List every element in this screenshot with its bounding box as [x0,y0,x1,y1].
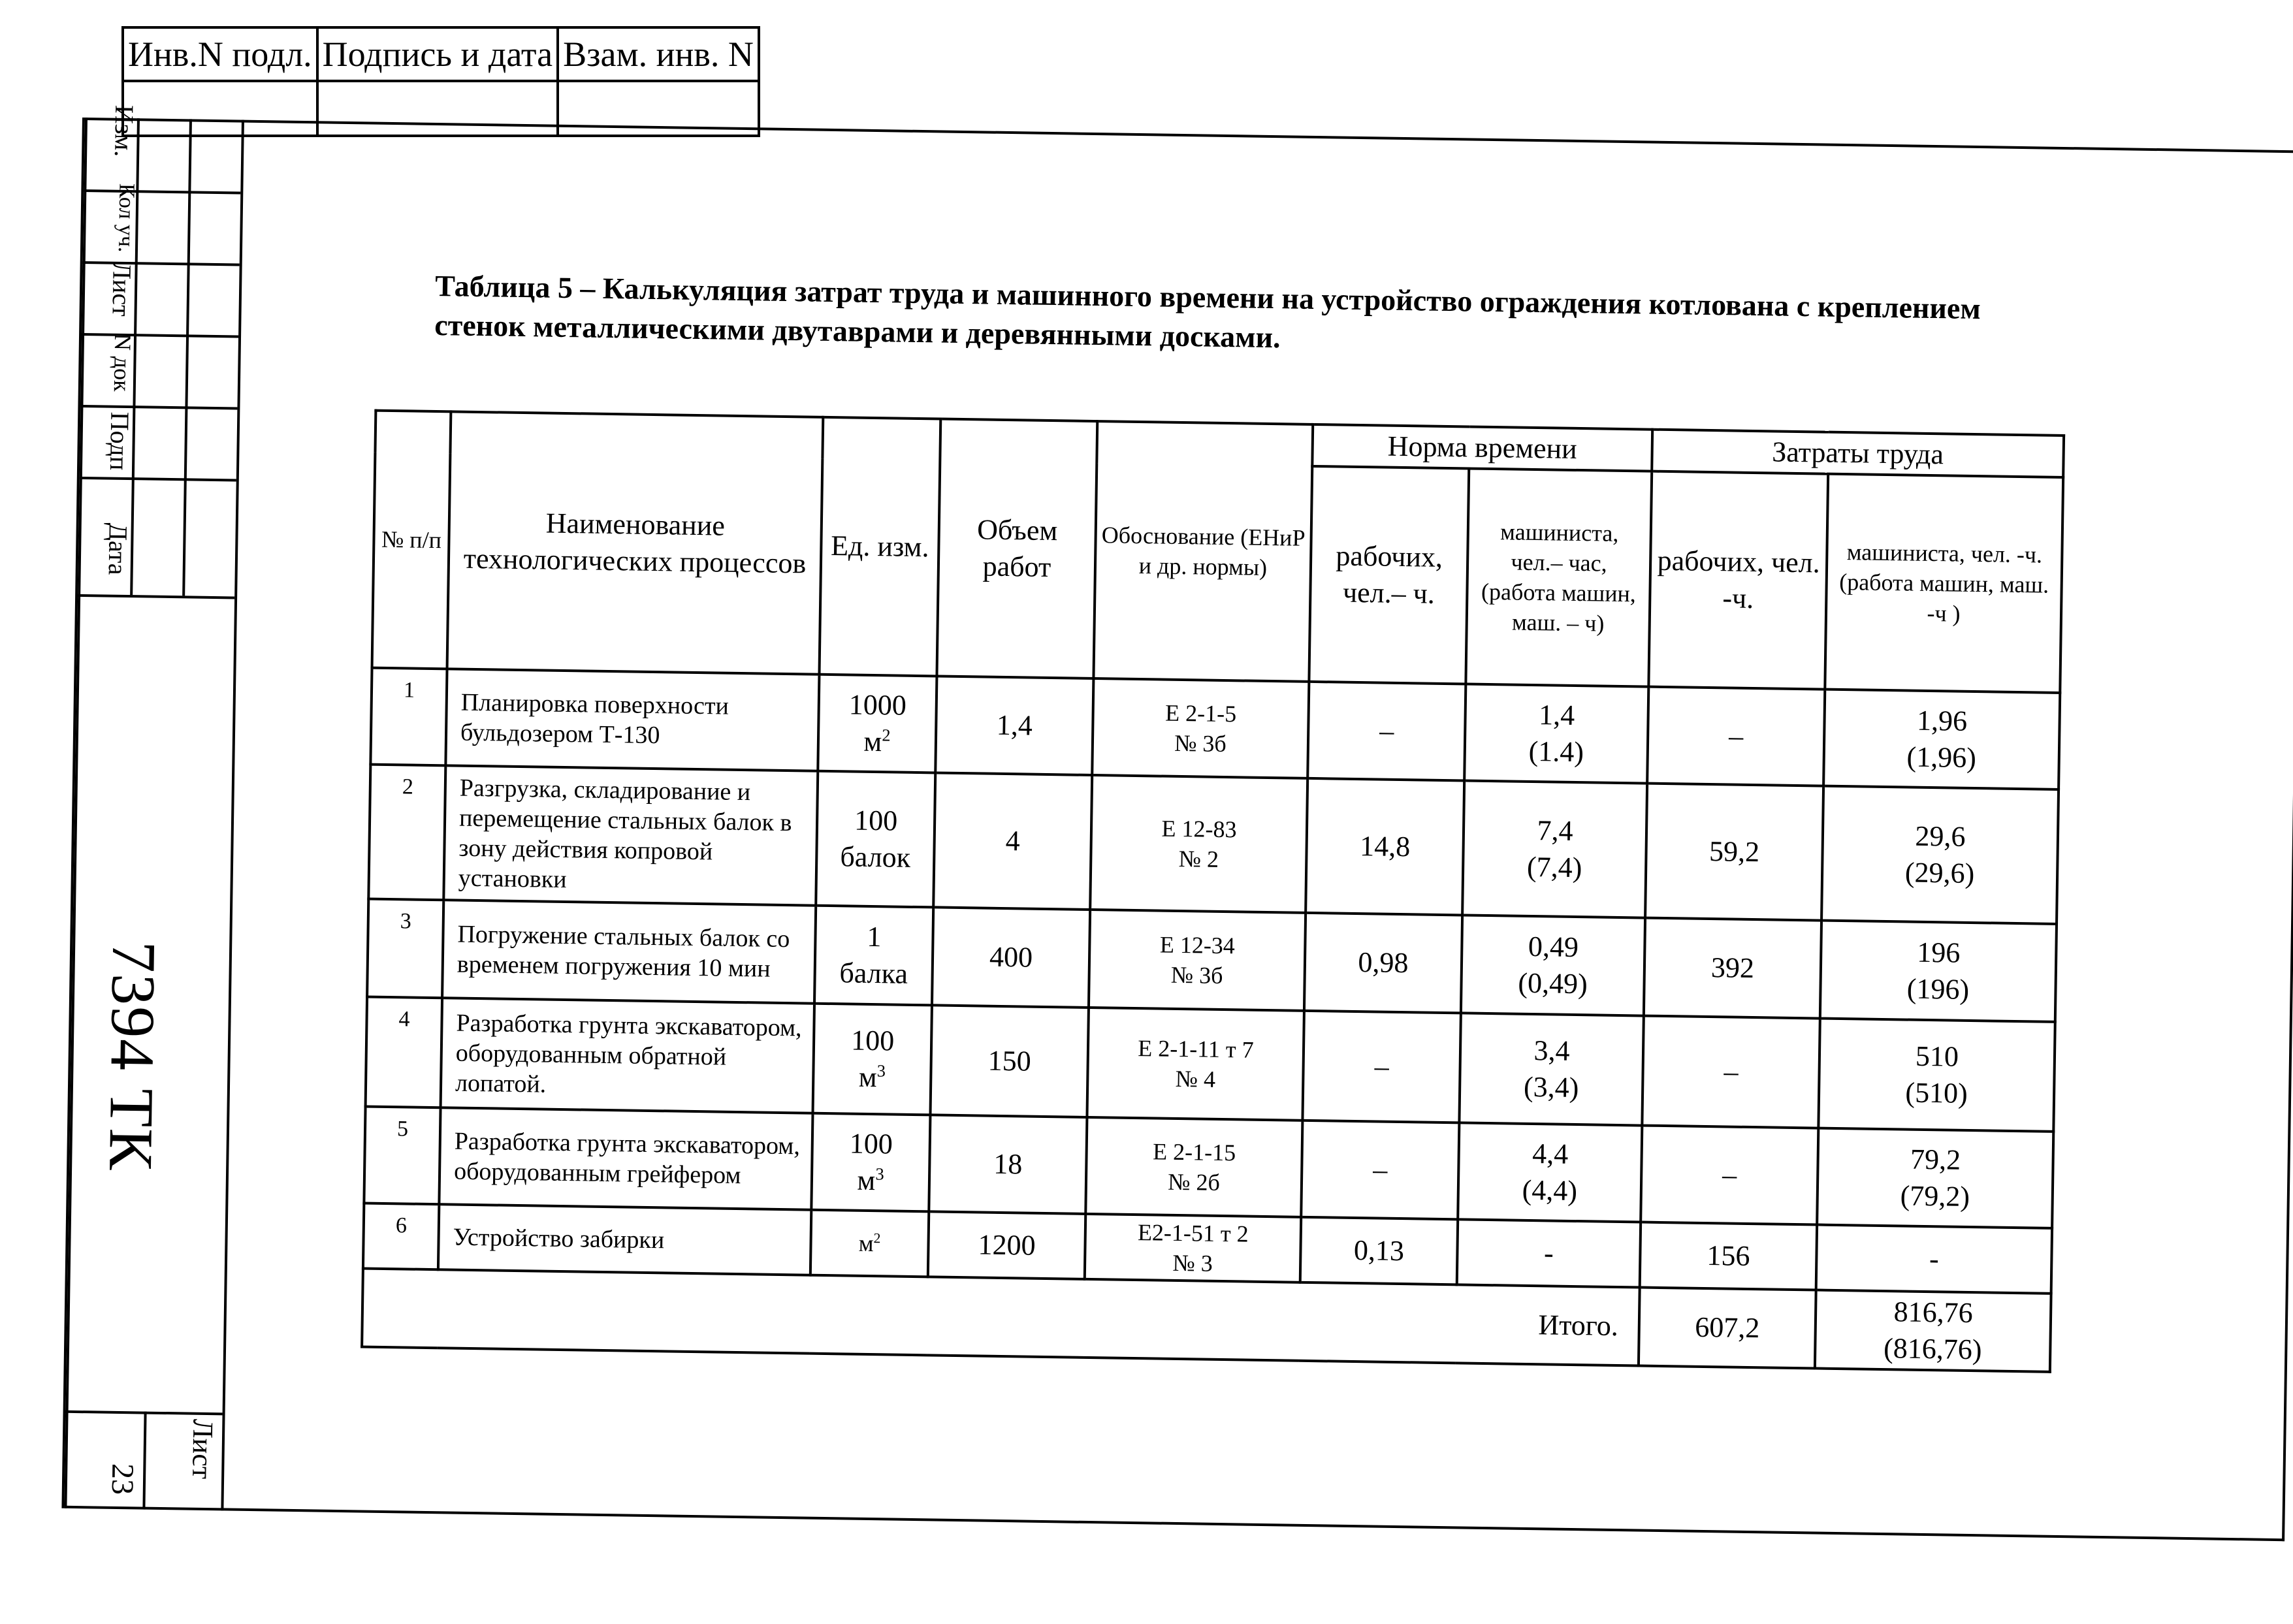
cell-labor-machinist: 510 (510) [1818,1019,2055,1132]
cell-norm-workers: – [1301,1121,1459,1220]
cell-labor-machinist: 1,96 (1,96) [1823,690,2060,789]
cell-basis: Е2-1-51 т 2 № 3 [1085,1214,1301,1282]
cell-norm-workers: – [1307,682,1466,781]
side-label-data: Дата [103,522,133,575]
cell-norm-machinist: 4,4 (4,4) [1458,1122,1642,1222]
cell-norm-machinist: 7,4 (7,4) [1462,780,1647,917]
header-unit: Ед. изм. [819,417,940,677]
side-block-row-line [82,333,238,338]
header-norm-workers: рабочих, чел.– ч. [1309,466,1469,684]
cell-volume: 1200 [928,1211,1085,1279]
cell-norm-workers: 0,98 [1304,913,1462,1013]
cell-labor-machinist: - [1816,1225,2052,1294]
cell-volume: 1,4 [935,676,1093,775]
header-labor-group: Затраты труда [1652,430,2064,477]
header-volume: Объем работ [937,419,1097,678]
frame-top-line [85,118,2293,153]
side-block-row-line [80,477,236,482]
stamp-podpis-data: Подпись и дата [317,27,558,81]
side-label-kol-uch: Кол уч. [113,183,139,253]
document-code: 7394 ТК [96,940,170,1172]
cell-basis: Е 2-1-5 № 3б [1092,678,1309,778]
cell-labor-machinist: 29,6 (29,6) [1821,786,2059,924]
cell-volume: 4 [933,772,1092,910]
side-label-n-dok: N док [108,333,136,392]
cell-norm-machinist: - [1457,1219,1641,1287]
table-row [368,765,2059,924]
header-labor-machinist: машиниста, чел. -ч. (работа машин, маш. -ч ) [1825,474,2063,693]
total-labor-machinist: 816,76 (816,76) [1815,1290,2051,1372]
sheet-label: Лист [186,1418,219,1480]
total-label: Итого. [362,1269,1640,1366]
frame-right-line [2282,150,2293,1541]
cell-basis: Е 12-34 № 3б [1089,910,1306,1011]
stamp-inv-podl: Инв.N подл. [123,27,317,81]
cell-unit: $м^2$ [810,1210,929,1277]
cell-norm-workers: 0,13 [1300,1217,1458,1285]
cell-labor-workers: – [1641,1126,1818,1225]
cell-labor-workers: 156 [1640,1222,1817,1290]
cell-volume: 400 [932,907,1090,1008]
side-block-col-line [221,120,244,1511]
cell-unit: 100 балок [816,771,935,908]
cell-basis: Е 2-1-11 т 7 № 4 [1087,1008,1304,1121]
cell-basis: Е 12-83 № 2 [1090,775,1307,913]
cell-norm-workers: – [1302,1011,1460,1123]
cell-num: 6 [363,1203,439,1270]
cell-unit: 100 $м^3$ [813,1004,932,1115]
cell-norm-machinist: 1,4 (1.4) [1464,684,1648,783]
frame-left-line [64,118,88,1508]
frame-bottom-line [64,1506,2285,1541]
side-block-row-line [84,189,240,195]
cell-name: Разгрузка, складирование и перемещение стальных балок в зону действия копровой установки [443,765,818,905]
total-labor-workers: 607,2 [1639,1288,1816,1369]
cell-name: Планировка поверхности бульдозером Т-130 [445,669,819,771]
side-block-row-line [80,405,237,410]
labor-calculation-table [361,409,2065,1373]
cell-unit: 1000 $м^2$ [818,675,937,773]
cell-num: 3 [367,899,443,998]
cell-labor-workers: – [1647,687,1825,786]
cell-labor-workers: 392 [1644,918,1821,1019]
cell-labor-machinist: 79,2 (79,2) [1817,1128,2053,1228]
cell-name: Устройство забирки [438,1204,811,1275]
drawing-frame [64,104,2293,1541]
cell-norm-workers: 14,8 [1306,778,1464,915]
cell-norm-machinist: 3,4 (3,4) [1459,1013,1643,1125]
header-num: № п/п [372,411,451,669]
stamp-vzam-inv: Взам. инв. N [558,27,759,81]
header-norm-group: Норма времени [1312,424,1652,471]
cell-volume: 18 [929,1115,1087,1214]
cell-name: Разработка грунта экскаватором, оборудованным грейфером [439,1107,812,1209]
sheet-number: 23 [104,1463,140,1495]
cell-norm-machinist: 0,49 (0,49) [1461,915,1645,1015]
header-norm-machinist: машиниста, чел.– час, (работа машин, маш. – ч) [1466,468,1652,686]
cell-labor-machinist: 196 (196) [1820,921,2057,1022]
side-block-border [61,118,85,1508]
cell-unit: 1 балка [814,906,933,1006]
cell-num: 2 [368,765,445,900]
cell-volume: 150 [930,1005,1088,1117]
side-label-podp: Подп [104,411,135,471]
side-label-izm: Изм. [109,104,140,157]
cell-name: Разработка грунта экскаватором, оборудованным обратной лопатой. [441,998,814,1113]
cell-labor-workers: 59,2 [1645,784,1823,921]
cell-unit: 100 $м^3$ [811,1113,930,1212]
header-basis: Обоснование (ЕНиР и др. нормы) [1093,421,1313,682]
cell-num: 4 [366,997,442,1108]
cell-labor-workers: – [1642,1016,1820,1128]
header-name: Наименование технологических процессов [447,411,824,674]
side-label-list: Лист [106,261,137,317]
header-labor-workers: рабочих, чел. -ч. [1648,471,1828,690]
cell-num: 5 [364,1107,440,1205]
side-block-row-line [78,594,234,599]
side-block-col-line [142,1412,146,1510]
table-title: Таблица 5 – Калькуляция затрат труда и машинного времени на устройство ограждения котлована с креплением стенок металлическими двутаврами и деревянными досками. [434,268,1981,355]
cell-basis: Е 2-1-15 № 2б [1085,1117,1302,1217]
cell-name: Погружение стальных балок со временем погружения 10 мин [442,900,816,1003]
cell-num: 1 [370,668,447,766]
